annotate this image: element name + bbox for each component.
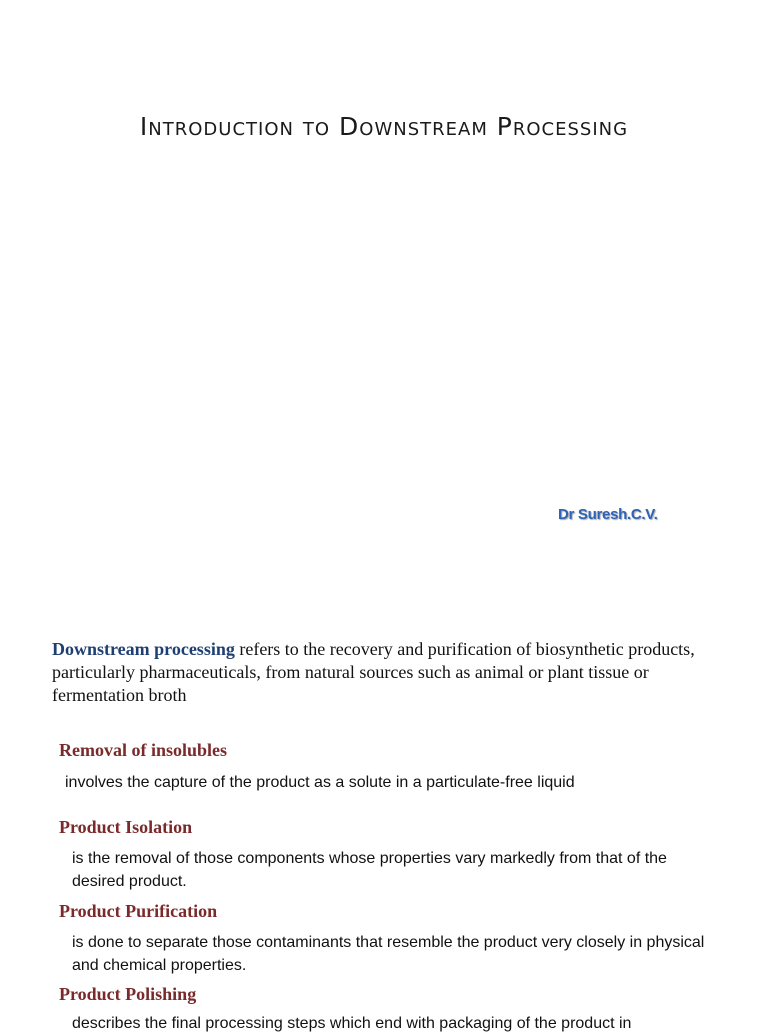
desc-product-isolation: is the removal of those components whose properties vary markedly from that of the desired product. bbox=[72, 850, 667, 890]
desc-product-purification: is done to separate those contaminants that resemble the product very closely in physical and chemical properties. bbox=[72, 934, 705, 974]
heading-removal-of-insolubles: Removal of insolubles bbox=[59, 740, 228, 760]
desc-removal-of-insolubles: involves the capture of the product as a solute in a particulate-free liquid bbox=[65, 774, 575, 791]
page-title: Introduction to Downstream Processing bbox=[139, 112, 629, 141]
author-name: Dr Suresh.C.V. bbox=[558, 506, 658, 523]
desc-product-polishing: describes the final processing steps which end with packaging of the product in bbox=[72, 1015, 632, 1032]
intro-term: Downstream processing bbox=[52, 639, 235, 659]
heading-product-isolation: Product Isolation bbox=[59, 817, 193, 837]
heading-product-polishing: Product Polishing bbox=[59, 984, 197, 1004]
heading-product-purification: Product Purification bbox=[59, 901, 218, 921]
intro-text: refers to the recovery and purification of biosynthetic products, particularly pharmaceuticals, from natural sources such as animal or plant tissue or fermentation broth bbox=[52, 639, 695, 705]
intro-paragraph bbox=[52, 638, 712, 707]
